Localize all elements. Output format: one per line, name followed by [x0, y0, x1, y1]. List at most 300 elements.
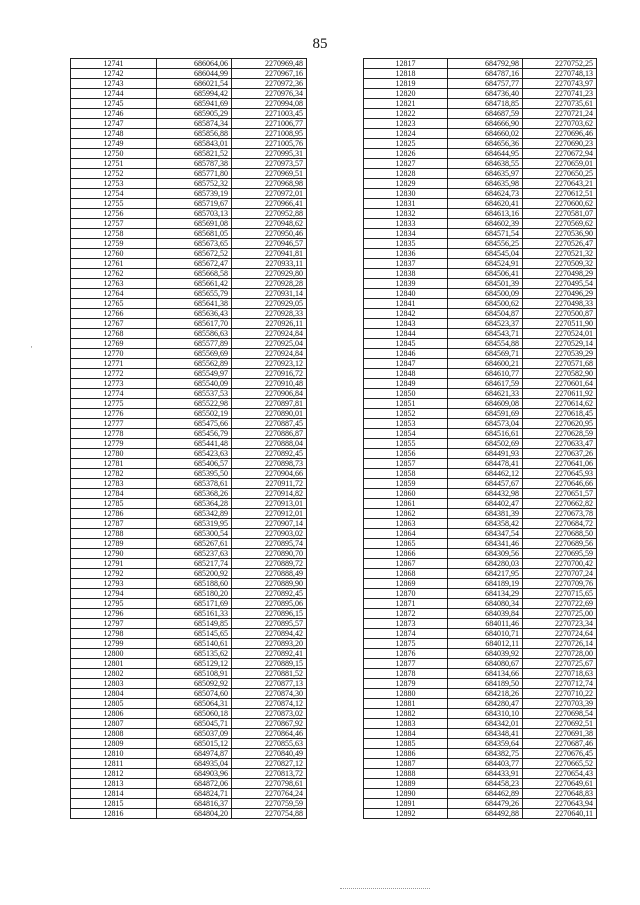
x-coordinate-cell: 684638,55	[448, 159, 523, 169]
y-coordinate-cell: 2270892,41	[232, 649, 307, 659]
table-row	[71, 379, 307, 389]
x-coordinate-cell: 684039,92	[448, 649, 523, 659]
x-coordinate-cell: 685171,69	[157, 599, 232, 609]
y-coordinate-cell: 2270752,25	[523, 59, 597, 69]
point-number-cell: 12802	[71, 669, 157, 679]
y-coordinate-cell: 2270895,57	[232, 619, 307, 629]
table-row	[71, 319, 307, 329]
point-number-cell: 12834	[364, 229, 448, 239]
x-coordinate-cell: 685364,28	[157, 499, 232, 509]
y-coordinate-cell: 2270662,82	[523, 499, 597, 509]
y-coordinate-cell: 2270916,72	[232, 369, 307, 379]
table-row	[364, 779, 597, 789]
point-number-cell: 12744	[71, 89, 157, 99]
point-number-cell: 12891	[364, 799, 448, 809]
x-coordinate-cell: 684134,29	[448, 589, 523, 599]
point-number-cell: 12810	[71, 749, 157, 759]
x-coordinate-cell: 685787,38	[157, 159, 232, 169]
table-row	[71, 329, 307, 339]
table-row	[364, 489, 597, 499]
point-number-cell: 12747	[71, 119, 157, 129]
x-coordinate-cell: 684462,89	[448, 789, 523, 799]
y-coordinate-cell: 2270703,62	[523, 119, 597, 129]
point-number-cell: 12745	[71, 99, 157, 109]
point-number-cell: 12866	[364, 549, 448, 559]
point-number-cell: 12786	[71, 509, 157, 519]
y-coordinate-cell: 2270929,05	[232, 299, 307, 309]
point-number-cell: 12888	[364, 769, 448, 779]
y-coordinate-cell: 2270659,01	[523, 159, 597, 169]
table-row	[364, 419, 597, 429]
point-number-cell: 12825	[364, 139, 448, 149]
x-coordinate-cell: 685739,19	[157, 189, 232, 199]
x-coordinate-cell: 685108,91	[157, 669, 232, 679]
point-number-cell: 12808	[71, 729, 157, 739]
x-coordinate-cell: 685135,62	[157, 649, 232, 659]
table-row	[71, 779, 307, 789]
point-number-cell: 12827	[364, 159, 448, 169]
point-number-cell: 12762	[71, 269, 157, 279]
x-coordinate-cell: 684660,02	[448, 129, 523, 139]
point-number-cell: 12770	[71, 349, 157, 359]
x-coordinate-cell: 685180,20	[157, 589, 232, 599]
x-coordinate-cell: 685502,19	[157, 409, 232, 419]
point-number-cell: 12870	[364, 589, 448, 599]
y-coordinate-cell: 2270966,41	[232, 199, 307, 209]
point-number-cell: 12780	[71, 449, 157, 459]
table-row	[71, 599, 307, 609]
point-number-cell: 12750	[71, 149, 157, 159]
table-row	[364, 109, 597, 119]
y-coordinate-cell: 2270725,67	[523, 659, 597, 669]
x-coordinate-cell: 685237,63	[157, 549, 232, 559]
y-coordinate-cell: 2270651,57	[523, 489, 597, 499]
table-row	[364, 749, 597, 759]
y-coordinate-cell: 2270892,45	[232, 589, 307, 599]
y-coordinate-cell: 2270906,84	[232, 389, 307, 399]
y-coordinate-cell: 2270903,02	[232, 529, 307, 539]
table-row	[364, 759, 597, 769]
point-number-cell: 12831	[364, 199, 448, 209]
point-number-cell: 12795	[71, 599, 157, 609]
table-row	[364, 199, 597, 209]
table-row	[71, 459, 307, 469]
point-number-cell: 12790	[71, 549, 157, 559]
y-coordinate-cell: 2271006,77	[232, 119, 307, 129]
x-coordinate-cell: 685661,42	[157, 279, 232, 289]
x-coordinate-cell: 685475,66	[157, 419, 232, 429]
x-coordinate-cell: 684358,42	[448, 519, 523, 529]
x-coordinate-cell: 684506,41	[448, 269, 523, 279]
y-coordinate-cell: 2270612,51	[523, 189, 597, 199]
x-coordinate-cell: 684491,93	[448, 449, 523, 459]
x-coordinate-cell: 685441,48	[157, 439, 232, 449]
x-coordinate-cell: 684687,59	[448, 109, 523, 119]
point-number-cell: 12823	[364, 119, 448, 129]
table-row	[71, 509, 307, 519]
table-row	[71, 169, 307, 179]
y-coordinate-cell: 2270650,25	[523, 169, 597, 179]
x-coordinate-cell: 684462,12	[448, 469, 523, 479]
y-coordinate-cell: 2270645,93	[523, 469, 597, 479]
x-coordinate-cell: 684189,19	[448, 579, 523, 589]
x-coordinate-cell: 685378,61	[157, 479, 232, 489]
point-number-cell: 12811	[71, 759, 157, 769]
point-number-cell: 12820	[364, 89, 448, 99]
x-coordinate-cell: 684591,69	[448, 409, 523, 419]
y-coordinate-cell: 2270500,87	[523, 309, 597, 319]
y-coordinate-cell: 2270722,69	[523, 599, 597, 609]
x-coordinate-cell: 685771,80	[157, 169, 232, 179]
y-coordinate-cell: 2270946,57	[232, 239, 307, 249]
x-coordinate-cell: 684613,16	[448, 209, 523, 219]
y-coordinate-cell: 2270529,14	[523, 339, 597, 349]
page-number: 85	[312, 36, 328, 52]
x-coordinate-cell: 686021,54	[157, 79, 232, 89]
y-coordinate-cell: 2270521,32	[523, 249, 597, 259]
point-number-cell: 12821	[364, 99, 448, 109]
x-coordinate-cell: 684602,39	[448, 219, 523, 229]
y-coordinate-cell: 2270929,80	[232, 269, 307, 279]
y-coordinate-cell: 2270511,90	[523, 319, 597, 329]
point-number-cell: 12841	[364, 299, 448, 309]
point-number-cell: 12852	[364, 409, 448, 419]
table-row	[364, 359, 597, 369]
x-coordinate-cell: 684610,77	[448, 369, 523, 379]
y-coordinate-cell: 2270864,46	[232, 729, 307, 739]
table-row	[71, 769, 307, 779]
table-row	[71, 59, 307, 69]
x-coordinate-cell: 685319,95	[157, 519, 232, 529]
y-coordinate-cell: 2270972,01	[232, 189, 307, 199]
table-row	[364, 579, 597, 589]
table-row	[71, 809, 307, 819]
point-number-cell: 12887	[364, 759, 448, 769]
point-number-cell: 12813	[71, 779, 157, 789]
x-coordinate-cell: 686064,06	[157, 59, 232, 69]
table-row	[71, 699, 307, 709]
x-coordinate-cell: 684457,67	[448, 479, 523, 489]
x-coordinate-cell: 685074,60	[157, 689, 232, 699]
table-row	[71, 339, 307, 349]
x-coordinate-cell: 685821,52	[157, 149, 232, 159]
table-row	[71, 479, 307, 489]
y-coordinate-cell: 2270950,46	[232, 229, 307, 239]
table-row	[71, 529, 307, 539]
table-row	[364, 249, 597, 259]
table-row	[364, 729, 597, 739]
x-coordinate-cell: 685200,92	[157, 569, 232, 579]
point-number-cell: 12773	[71, 379, 157, 389]
table-row	[364, 539, 597, 549]
point-number-cell: 12800	[71, 649, 157, 659]
point-number-cell: 12792	[71, 569, 157, 579]
y-coordinate-cell: 2270969,48	[232, 59, 307, 69]
y-coordinate-cell: 2270874,30	[232, 689, 307, 699]
y-coordinate-cell: 2271008,95	[232, 129, 307, 139]
point-number-cell: 12769	[71, 339, 157, 349]
x-coordinate-cell: 684635,97	[448, 169, 523, 179]
table-row	[71, 709, 307, 719]
x-coordinate-cell: 684935,04	[157, 759, 232, 769]
table-row	[71, 99, 307, 109]
point-number-cell: 12835	[364, 239, 448, 249]
y-coordinate-cell: 2270887,45	[232, 419, 307, 429]
x-coordinate-cell: 685672,52	[157, 249, 232, 259]
x-coordinate-cell: 685045,71	[157, 719, 232, 729]
x-coordinate-cell: 684600,21	[448, 359, 523, 369]
table-row	[71, 559, 307, 569]
point-number-cell: 12851	[364, 399, 448, 409]
point-number-cell: 12881	[364, 699, 448, 709]
y-coordinate-cell: 2270495,54	[523, 279, 597, 289]
y-coordinate-cell: 2270931,14	[232, 289, 307, 299]
y-coordinate-cell: 2270895,74	[232, 539, 307, 549]
point-number-cell: 12826	[364, 149, 448, 159]
y-coordinate-cell: 2270643,94	[523, 799, 597, 809]
table-row	[364, 629, 597, 639]
point-number-cell: 12796	[71, 609, 157, 619]
table-row	[364, 99, 597, 109]
x-coordinate-cell: 684359,64	[448, 739, 523, 749]
x-coordinate-cell: 685140,61	[157, 639, 232, 649]
table-row	[71, 619, 307, 629]
point-number-cell: 12759	[71, 239, 157, 249]
y-coordinate-cell: 2270710,22	[523, 689, 597, 699]
point-number-cell: 12787	[71, 519, 157, 529]
y-coordinate-cell: 2270913,01	[232, 499, 307, 509]
x-coordinate-cell: 685522,98	[157, 399, 232, 409]
x-coordinate-cell: 684516,61	[448, 429, 523, 439]
table-row	[364, 479, 597, 489]
y-coordinate-cell: 2270867,92	[232, 719, 307, 729]
y-coordinate-cell: 2270968,98	[232, 179, 307, 189]
table-row	[71, 789, 307, 799]
x-coordinate-cell: 684080,67	[448, 659, 523, 669]
table-row	[364, 69, 597, 79]
point-number-cell: 12776	[71, 409, 157, 419]
x-coordinate-cell: 685092,92	[157, 679, 232, 689]
y-coordinate-cell: 2270721,24	[523, 109, 597, 119]
y-coordinate-cell: 2270886,87	[232, 429, 307, 439]
x-coordinate-cell: 684569,71	[448, 349, 523, 359]
y-coordinate-cell: 2270877,13	[232, 679, 307, 689]
y-coordinate-cell: 2270614,62	[523, 399, 597, 409]
y-coordinate-cell: 2270672,94	[523, 149, 597, 159]
table-row	[364, 389, 597, 399]
table-row	[71, 739, 307, 749]
y-coordinate-cell: 2270994,08	[232, 99, 307, 109]
coordinates-table-right	[363, 58, 597, 819]
table-row	[71, 489, 307, 499]
table-row	[364, 569, 597, 579]
point-number-cell: 12860	[364, 489, 448, 499]
y-coordinate-cell: 2270759,59	[232, 799, 307, 809]
x-coordinate-cell: 684824,71	[157, 789, 232, 799]
y-coordinate-cell: 2270718,63	[523, 669, 597, 679]
table-row	[364, 709, 597, 719]
x-coordinate-cell: 685188,60	[157, 579, 232, 589]
x-coordinate-cell: 684478,41	[448, 459, 523, 469]
table-row	[364, 559, 597, 569]
x-coordinate-cell: 685267,61	[157, 539, 232, 549]
x-coordinate-cell: 685703,13	[157, 209, 232, 219]
y-coordinate-cell: 2270754,88	[232, 809, 307, 819]
y-coordinate-cell: 2270715,65	[523, 589, 597, 599]
y-coordinate-cell: 2270972,36	[232, 79, 307, 89]
point-number-cell: 12878	[364, 669, 448, 679]
y-coordinate-cell: 2270889,72	[232, 559, 307, 569]
y-coordinate-cell: 2270724,64	[523, 629, 597, 639]
point-number-cell: 12753	[71, 179, 157, 189]
table-row	[364, 259, 597, 269]
x-coordinate-cell: 684381,39	[448, 509, 523, 519]
table-row	[364, 349, 597, 359]
table-row	[364, 169, 597, 179]
x-coordinate-cell: 684573,04	[448, 419, 523, 429]
x-coordinate-cell: 685719,67	[157, 199, 232, 209]
x-coordinate-cell: 684556,25	[448, 239, 523, 249]
y-coordinate-cell: 2270628,59	[523, 429, 597, 439]
x-coordinate-cell: 685342,89	[157, 509, 232, 519]
point-number-cell: 12848	[364, 369, 448, 379]
y-coordinate-cell: 2270684,72	[523, 519, 597, 529]
table-row	[71, 179, 307, 189]
point-number-cell: 12794	[71, 589, 157, 599]
y-coordinate-cell: 2270498,29	[523, 269, 597, 279]
y-coordinate-cell: 2270620,95	[523, 419, 597, 429]
y-coordinate-cell: 2270911,72	[232, 479, 307, 489]
point-number-cell: 12743	[71, 79, 157, 89]
x-coordinate-cell: 685752,32	[157, 179, 232, 189]
y-coordinate-cell: 2270898,73	[232, 459, 307, 469]
table-row	[364, 369, 597, 379]
table-row	[364, 159, 597, 169]
x-coordinate-cell: 685562,89	[157, 359, 232, 369]
x-coordinate-cell: 684280,47	[448, 699, 523, 709]
x-coordinate-cell: 684501,39	[448, 279, 523, 289]
table-row	[71, 629, 307, 639]
x-coordinate-cell: 685015,12	[157, 739, 232, 749]
point-number-cell: 12843	[364, 319, 448, 329]
point-number-cell: 12824	[364, 129, 448, 139]
table-row	[364, 719, 597, 729]
y-coordinate-cell: 2270840,49	[232, 749, 307, 759]
y-coordinate-cell: 2270925,04	[232, 339, 307, 349]
point-number-cell: 12840	[364, 289, 448, 299]
y-coordinate-cell: 2270643,21	[523, 179, 597, 189]
y-coordinate-cell: 2270893,20	[232, 639, 307, 649]
y-coordinate-cell: 2270798,61	[232, 779, 307, 789]
table-row	[71, 369, 307, 379]
table-row	[71, 189, 307, 199]
y-coordinate-cell: 2270723,34	[523, 619, 597, 629]
point-number-cell: 12818	[364, 69, 448, 79]
y-coordinate-cell: 2270726,14	[523, 639, 597, 649]
point-number-cell: 12754	[71, 189, 157, 199]
y-coordinate-cell: 2270640,11	[523, 809, 597, 819]
x-coordinate-cell: 684500,62	[448, 299, 523, 309]
table-row	[71, 349, 307, 359]
point-number-cell: 12793	[71, 579, 157, 589]
x-coordinate-cell: 685668,58	[157, 269, 232, 279]
y-coordinate-cell: 2270914,82	[232, 489, 307, 499]
table-row	[71, 399, 307, 409]
table-row	[364, 739, 597, 749]
x-coordinate-cell: 684341,46	[448, 539, 523, 549]
point-number-cell: 12842	[364, 309, 448, 319]
x-coordinate-cell: 684974,87	[157, 749, 232, 759]
x-coordinate-cell: 684620,41	[448, 199, 523, 209]
point-number-cell: 12771	[71, 359, 157, 369]
table-row	[71, 129, 307, 139]
x-coordinate-cell: 685617,70	[157, 319, 232, 329]
point-number-cell: 12868	[364, 569, 448, 579]
y-coordinate-cell: 2270735,61	[523, 99, 597, 109]
point-number-cell: 12767	[71, 319, 157, 329]
point-number-cell: 12856	[364, 449, 448, 459]
y-coordinate-cell: 2270611,92	[523, 389, 597, 399]
table-row	[364, 59, 597, 69]
table-row	[71, 239, 307, 249]
x-coordinate-cell: 685145,65	[157, 629, 232, 639]
table-row	[71, 79, 307, 89]
x-coordinate-cell: 685456,79	[157, 429, 232, 439]
table-row	[71, 149, 307, 159]
x-coordinate-cell: 684718,85	[448, 99, 523, 109]
x-coordinate-cell: 685060,18	[157, 709, 232, 719]
table-row	[71, 259, 307, 269]
y-coordinate-cell: 2270928,33	[232, 309, 307, 319]
point-number-cell: 12784	[71, 489, 157, 499]
point-number-cell: 12892	[364, 809, 448, 819]
y-coordinate-cell: 2270933,11	[232, 259, 307, 269]
y-coordinate-cell: 2270695,59	[523, 549, 597, 559]
table-row	[364, 139, 597, 149]
x-coordinate-cell: 684011,46	[448, 619, 523, 629]
point-number-cell: 12879	[364, 679, 448, 689]
point-number-cell: 12853	[364, 419, 448, 429]
point-number-cell: 12758	[71, 229, 157, 239]
y-coordinate-cell: 2270874,12	[232, 699, 307, 709]
table-row	[71, 659, 307, 669]
table-row	[71, 649, 307, 659]
point-number-cell: 12816	[71, 809, 157, 819]
x-coordinate-cell: 684523,37	[448, 319, 523, 329]
y-coordinate-cell: 2271003,45	[232, 109, 307, 119]
x-coordinate-cell: 685037,09	[157, 729, 232, 739]
point-number-cell: 12779	[71, 439, 157, 449]
x-coordinate-cell: 684656,36	[448, 139, 523, 149]
x-coordinate-cell: 685941,69	[157, 99, 232, 109]
point-number-cell: 12815	[71, 799, 157, 809]
point-number-cell: 12748	[71, 129, 157, 139]
x-coordinate-cell: 685843,01	[157, 139, 232, 149]
coordinates-table-left	[70, 58, 307, 819]
y-coordinate-cell: 2270912,01	[232, 509, 307, 519]
x-coordinate-cell: 684348,41	[448, 729, 523, 739]
point-number-cell: 12814	[71, 789, 157, 799]
y-coordinate-cell: 2270536,90	[523, 229, 597, 239]
point-number-cell: 12836	[364, 249, 448, 259]
x-coordinate-cell: 684134,66	[448, 669, 523, 679]
x-coordinate-cell: 685569,69	[157, 349, 232, 359]
point-number-cell: 12833	[364, 219, 448, 229]
table-row	[364, 299, 597, 309]
point-number-cell: 12847	[364, 359, 448, 369]
point-number-cell: 12849	[364, 379, 448, 389]
table-row	[71, 359, 307, 369]
